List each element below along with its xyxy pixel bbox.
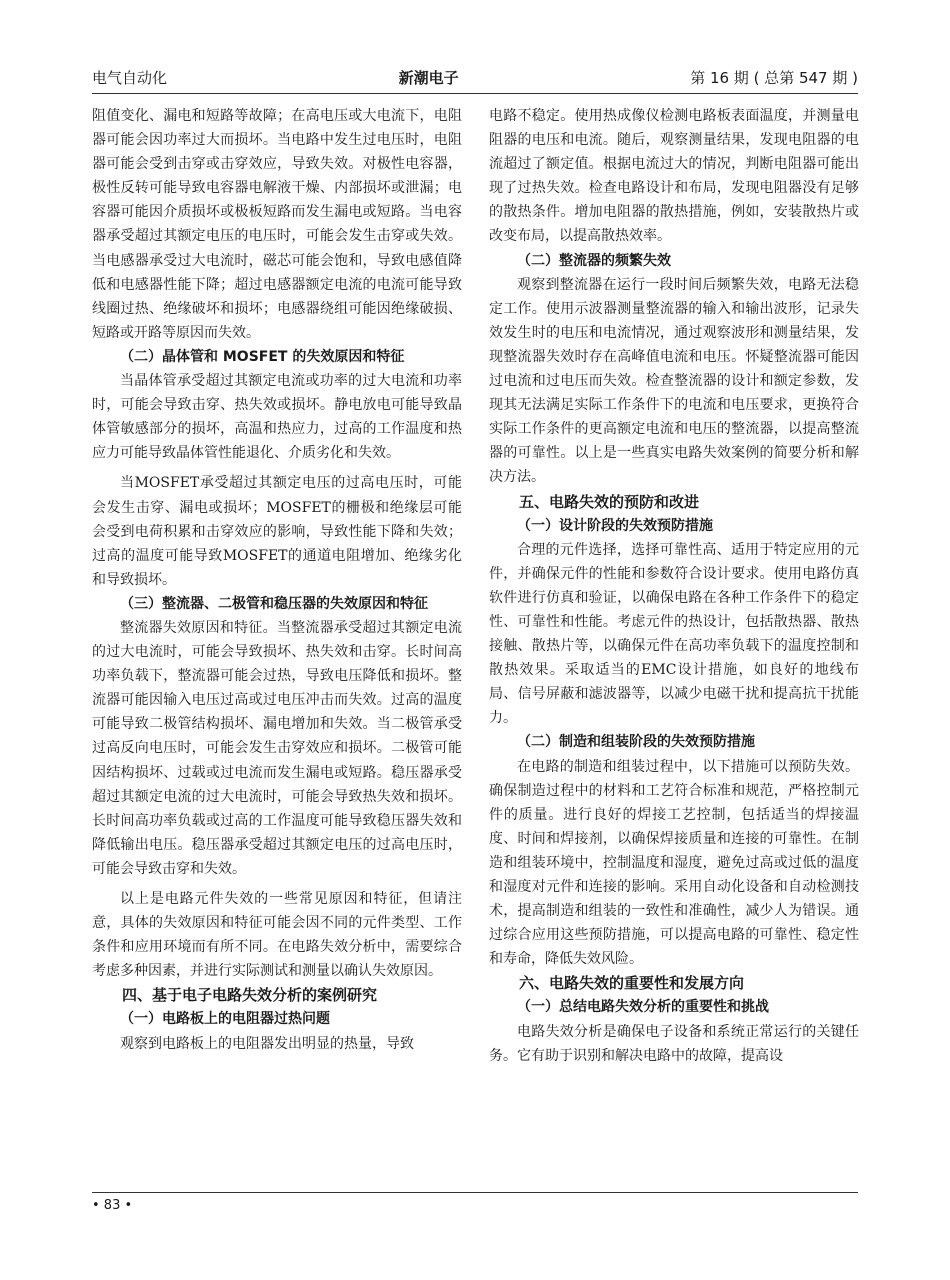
issue-number: 第 16 期 ( 总第 547 期 )	[690, 69, 858, 87]
journal-title: 新潮电子	[398, 69, 459, 87]
section-heading: （二）制造和组装阶段的失效预防措施	[517, 734, 755, 751]
section-heading: （一）总结电路失效分析的重要性和挑战	[517, 999, 769, 1016]
left-column	[92, 104, 462, 1056]
journal-section: 电气自动化	[92, 69, 168, 87]
chapter-heading: 六、电路失效的重要性和发展方向	[519, 974, 745, 993]
paragraph: 观察到电路板上的电阻器发出明显的热量，导致	[120, 1035, 414, 1052]
page-number: • 83 •	[92, 1198, 133, 1213]
section-heading: （二）晶体管和 MOSFET 的失效原因和特征	[120, 348, 405, 365]
paragraph: 观察到整流器在运行一段时间后频繁失效，电路无法稳定工作。使用示波器测量整流器的输入和输出波形，记录失效发生时的电压和电流情况，通过观察波形和测量结果，发现整流器失效时存在高峰值电流和电压。怀疑整流器可能因过电流和过电压而失效。检查整流器的设计和额定参数，发现其无法满足实际工作条件下的电流和电压要求，更换符合实际工作条件的更高额定电流和电压的整流器，以提高整流器的可靠性。以上是一些真实电路失效案例的简要分析和解决方法。	[489, 276, 859, 486]
paragraph: 电路不稳定。使用热成像仪检测电路板表面温度，并测量电阻器的电压和电流。随后，观察测量结果，发现电阻器的电流超过了额定值。根据电流过大的情况，判断电阻器可能出现了过热失效。检查电路设计和布局，发现电阻器没有足够的散热条件。增加电阻器的散热措施，例如，安装散热片或改变布局，以提高散热效率。	[489, 108, 859, 245]
header-rule	[92, 93, 858, 94]
paragraph: 当晶体管承受超过其额定电流或功率的过大电流和功率时，可能会导致击穿、热失效或损坏。静电放电可能导致晶体管敏感部分的损坏，高温和热应力，过高的工作温度和热应力可能导致晶体管性能退化、介质劣化和失效。	[92, 373, 462, 462]
paragraph: 当MOSFET承受超过其额定电压的过高电压时，可能会发生击穿、漏电或损坏；MOSFET的栅极和绝缘层可能会受到电荷积累和击穿效应的影响，导致性能下降和失效；过高的温度可能导致MOSFET的通道电阻增加、绝缘劣化和导致损坏。	[92, 475, 462, 588]
section-heading: （三）整流器、二极管和稳压器的失效原因和特征	[120, 595, 428, 612]
paragraph: 合理的元件选择，选择可靠性高、适用于特定应用的元件，并确保元件的性能和参数符合设计要求。使用电路仿真软件进行仿真和验证，以确保电路在各种工作条件下的稳定性、可靠性和性能。考虑元件的热设计，包括散热器、散热接触、散热片等，以确保元件在高功率负载下的温度控制和散热效果。采取适当的EMC设计措施，如良好的地线布局、信号屏蔽和滤波器等，以减少电磁干扰和提高抗干扰能力。	[489, 541, 859, 727]
paragraph: 阻值变化、漏电和短路等故障；在高电压或大电流下，电阻器可能会因功率过大而损坏。当电路中发生过电压时，电阻器可能会受到击穿或击穿效应，导致失效。对极性电容器，极性反转可能导致电容器电解液干燥、内部损坏或泄漏；电容器可能因介质损坏或极板短路而发生漏电或短路。当电容器承受超过其额定电压的电压时，可能会发生击穿或失效。当电感器承受过大电流时，磁芯可能会饱和，导致电感值降低和电感器性能下降；超过电感器额定电流的电流可能导致线圈过热、绝缘破坏和损坏；电感器绕组可能因绝缘破损、短路或开路等原因而失效。	[92, 108, 462, 341]
paragraph: 电路失效分析是确保电子设备和系统正常运行的关键任务。它有助于识别和解决电路中的故障，提高设	[489, 1023, 859, 1064]
right-column	[489, 104, 859, 1068]
paragraph: 以上是电路元件失效的一些常见原因和特征，但请注意，具体的失效原因和特征可能会因不同的元件类型、工作条件和应用环境而有所不同。在电路失效分析中，需要综合考虑多种因素，并进行实际测试和测量以确认失效原因。	[92, 891, 462, 980]
footer-rule	[92, 1192, 858, 1193]
section-heading: （一）电路板上的电阻器过热问题	[120, 1011, 330, 1028]
chapter-heading: 五、电路失效的预防和改进	[519, 492, 700, 511]
section-heading: （二）整流器的频繁失效	[517, 252, 671, 269]
page-header	[92, 64, 858, 88]
chapter-heading: 四、基于电子电路失效分析的案例研究	[122, 986, 378, 1005]
paragraph: 在电路的制造和组装过程中，以下措施可以预防失效。确保制造过程中的材料和工艺符合标准和规范，严格控制元件的质量。进行良好的焊接工艺控制，包括适当的焊接温度、时间和焊接剂，以确保焊接质量和连接的可靠性。在制造和组装环境中，控制温度和湿度，避免过高或过低的温度和湿度对元件和连接的影响。采用自动化设备和自动检测技术，提高制造和组装的一致性和准确性，减少人为错误。通过综合应用这些预防措施，可以提高电路的可靠性、稳定性和寿命，降低失效风险。	[489, 758, 859, 968]
paragraph: 整流器失效原因和特征。当整流器承受超过其额定电流的过大电流时，可能会导致损坏、热失效和击穿。长时间高功率负载下，整流器可能会过热，导致电压降低和损坏。整流器可能因输入电压过高或过电压冲击而失效。过高的温度可能导致二极管结构损坏、漏电增加和失效。当二极管承受过高反向电压时，可能会发生击穿效应和损坏。二极管可能因结构损坏、过载或过电流而发生漏电或短路。稳压器承受超过其额定电流的过大电流时，可能会导致热失效和损坏。长时间高功率负载或过高的工作温度可能导致稳压器失效和降低输出电压。稳压器承受超过其额定电压的过高电压时，可能会导致击穿和失效。	[92, 619, 462, 877]
section-heading: （一）设计阶段的失效预防措施	[517, 517, 713, 534]
